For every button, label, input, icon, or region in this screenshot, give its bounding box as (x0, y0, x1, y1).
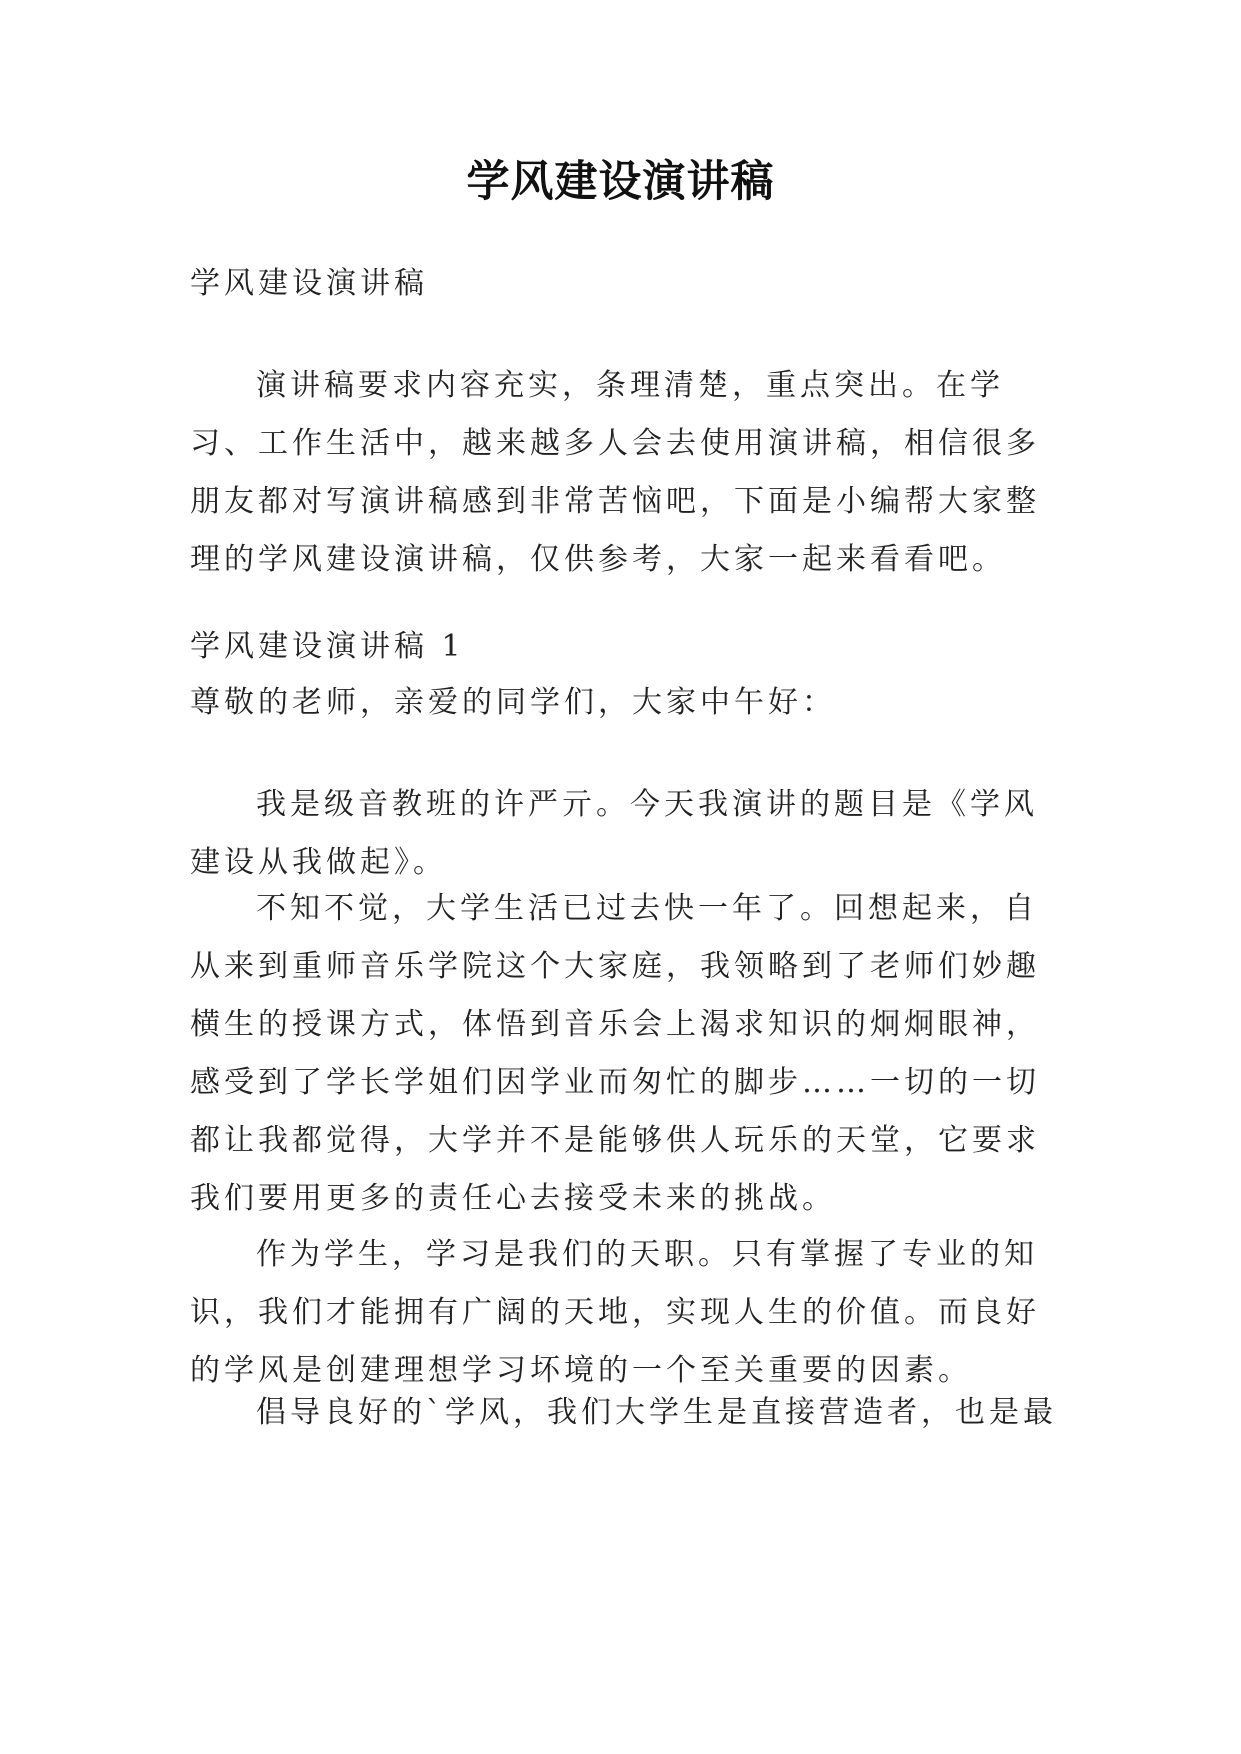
intro-paragraph: 演讲稿要求内容充实，条理清楚，重点突出。在学习、工作生活中，越来越多人会去使用演讲稿，相信很多朋友都对写演讲稿感到非常苦恼吧，下面是小编帮大家整理的学风建设演讲稿，仅供参考，大家一起来看看吧。 (190, 368, 1040, 577)
document-subtitle: 学风建设演讲稿 (190, 266, 428, 301)
section-heading: 学风建设演讲稿 1 (190, 629, 465, 664)
body-paragraph: 作为学生，学习是我们的天职。只有掌握了专业的知识，我们才能拥有广阔的天地，实现人生的价值。而良好的学风是创建理想学习坏境的一个至关重要的因素。 (190, 1237, 1040, 1388)
document-title: 学风建设演讲稿 (466, 157, 775, 207)
body-paragraph: 不知不觉，大学生活已过去快一年了。回想起来，自从来到重师音乐学院这个大家庭，我领略到了老师们妙趣横生的授课方式，体悟到音乐会上渴求知识的炯炯眼神，感受到了学长学姐们因学业而匆忙的脚步……一切的一切都让我都觉得，大学并不是能够供人玩乐的天堂，它要求我们要用更多的责任心去接受未来的挑战。 (190, 891, 1040, 1216)
greeting-line: 尊敬的老师，亲爱的同学们，大家中午好： (190, 685, 836, 720)
body-paragraph: 我是级音教班的许严亓。今天我演讲的题目是《学风建设从我做起》。 (190, 787, 1038, 880)
body-paragraph: 倡导良好的`学风，我们大学生是直接营造者，也是最 (256, 1395, 1057, 1430)
